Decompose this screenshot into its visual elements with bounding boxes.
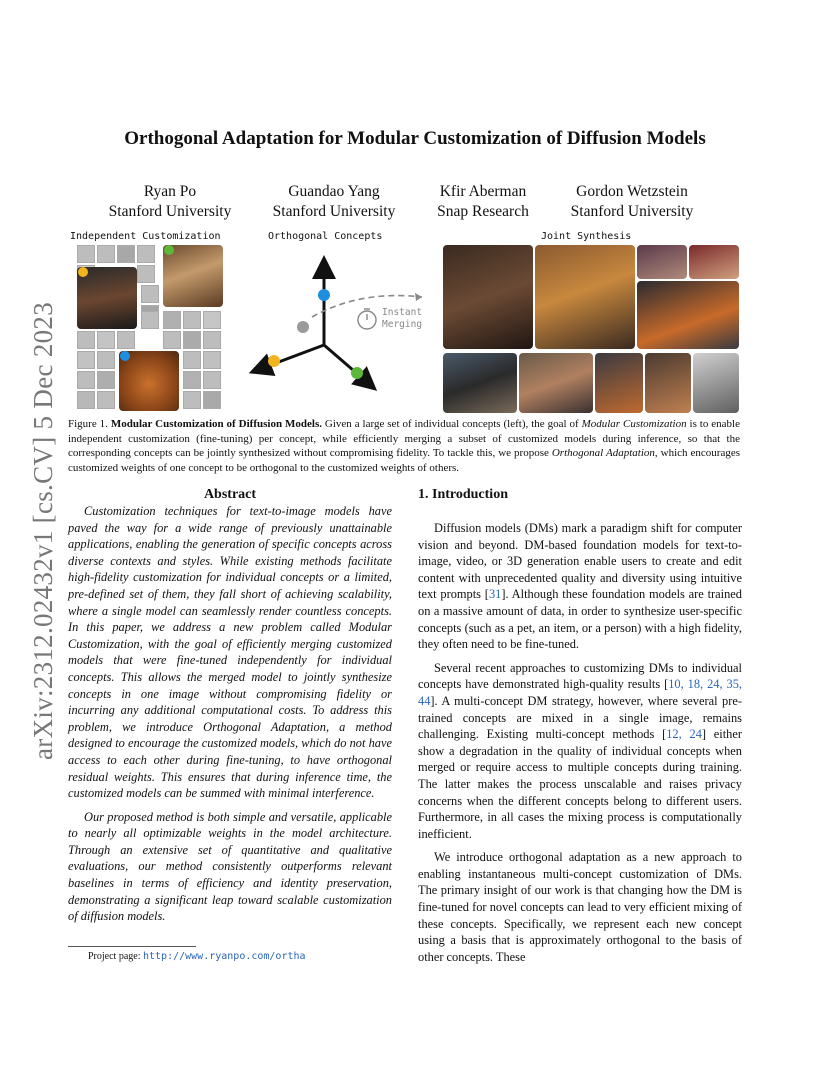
arxiv-stamp [8,290,58,760]
concept-grid [75,245,227,413]
concept-thumb [97,331,115,349]
synthesis-image [637,245,687,279]
axis-right [324,345,368,383]
abstract-paragraph: Our proposed method is both simple and versatile, applicable to nearly all optimizable weights in the model architecture. Through an extensive set of quantitative and qualitative evaluations, our method consistently outperforms relevant baselines in terms of efficiency and identity preservation, demonstrating a significant leap toward scalable customization of diffusion models. [68,809,392,924]
concept-thumb [77,245,95,263]
intro-paragraph [418,520,742,653]
text-run: ]. A multi-concept DM strategy, however, where several pre-trained concepts are mixed in a single image, remains challenging. Existing multi-concept methods [ [418,693,742,742]
label-independent-customization: Independent Customization [70,231,221,242]
concept-thumb [117,331,135,349]
introduction-body [418,520,742,972]
citation-link[interactable]: 10, 18, 24, 35, 44 [418,677,742,708]
concept-thumb [137,245,155,263]
concept-thumb [183,351,201,369]
label-joint-synthesis: Joint Synthesis [541,231,632,242]
citation-link[interactable]: 12, 24 [666,727,702,742]
author-affiliation: Stanford University [108,203,232,220]
synthesis-image [645,353,691,413]
concept-thumb [203,371,221,389]
gray-dot [297,321,309,333]
concept-thumb [97,371,115,389]
caption-term: Modular Customization [581,418,687,430]
intro-paragraph: We introduce orthogonal adaptation as a new approach to enabling instantaneous multi-concept customization of DMs. The primary insight of our work is that changing how the DM is fine-tuned for novel concepts can lead to very efficient mixing of these concepts. Specifically, we represent each new concept using a basis that is approximately orthogonal to the basis of other concepts. These [418,850,742,964]
synthesis-image [535,245,635,349]
concept-thumb [77,371,95,389]
abstract-body [68,503,392,932]
timer-icon [358,309,376,329]
abstract-paragraph: Customization techniques for text-to-image models have paved the way for a wide range of previously unattainable applications, enabling the generation of specific concepts across diverse contexts and styles. While existing methods facilitate high-fidelity customization for individual concepts or a limited, pre-defined set of them, they fall short of achieving scalability, where a single model can seamlessly render countless concepts. In this paper, we address a new problem called Modular Customization, with the goal of efficiently merging customized models that were fine-tuned independently for individual concepts. This allows the merged model to jointly synthesize concepts in one image without compromising fidelity or incurring any additional computational costs. To address this problem, we introduce Orthogonal Adaptation, a method designed to encourage the customized models, which do not have access to each other during fine-tuning, to have orthogonal residual weights. This ensures that during inference time, the customized models can be summed with minimal interference. [68,504,392,801]
figure-caption [68,417,740,475]
concept-thumb [163,311,181,329]
author-affiliation: Snap Research [437,203,529,220]
concept-thumb [183,391,201,409]
author-3 [408,182,558,222]
synthesis-image [443,245,533,349]
author-name: Guandao Yang [288,183,380,200]
caption-text: is to enable independent customization (fine-tuning) per concept, while efficiently merging a subset of customized models during inference, so that the corresponding concepts can be jointly synthesized without compromising fidelity. To tackle this, we propose [68,418,740,459]
concept-photo-woman [163,245,223,307]
concept-thumb [203,331,221,349]
concept-thumb [141,311,159,329]
section-heading-introduction: 1. Introduction [418,487,508,502]
intro-paragraph [418,660,742,843]
concept-thumb [203,311,221,329]
merge-line-1: Instant [382,307,423,318]
footnote-label: Project page: [88,951,143,962]
citation-link[interactable]: 31 [488,587,502,602]
concept-thumb [77,331,95,349]
concept-thumb [97,351,115,369]
blue-dot [318,289,330,301]
project-page-link[interactable]: http://www.ryanpo.com/ortha [142,951,306,962]
synthesis-image [443,353,517,413]
text-run: ]. Although these foundation models are trained on a massive amount of data, in order to synthesize user-specific concepts (such as a pet, an item, or a person) with a high fidelity, they often need to be fine-tuned. [418,587,742,652]
arxiv-stamp-text: arXiv:2312.02432v1 [cs.CV] 5 Dec 2023 [28,301,58,760]
concept-thumb [183,331,201,349]
blue-dot [120,351,130,361]
author-name: Gordon Wetzstein [576,183,688,200]
caption-text: , which encourages customized weights of one concept to be orthogonal to the customized weights of others. [68,447,740,474]
concept-thumb [97,245,115,263]
text-run: Diffusion models (DMs) mark a paradigm shift for computer vision and beyond. DM-based foundation models for text-to-image, video, or 3D generation enable users to create and edit content with unprecedented quality and diversity using intuitive text prompts [ [418,521,742,602]
concept-thumb [141,285,159,303]
author-name: Kfir Aberman [439,183,527,200]
instant-merging-label [382,307,422,331]
concept-thumb [77,351,95,369]
caption-text: Given a large set of individual concepts (left), the goal of [321,418,582,430]
footnote-rule [68,946,196,947]
footnote [88,951,306,962]
synthesis-image [595,353,643,413]
paper-title: Orthogonal Adaptation for Modular Customization of Diffusion Models [124,128,706,149]
yellow-dot [268,355,280,367]
label-orthogonal-concepts: Orthogonal Concepts [268,231,383,242]
concept-thumb [97,391,115,409]
caption-title: Modular Customization of Diffusion Models. [110,418,322,430]
author-affiliation: Stanford University [272,203,396,220]
joint-synthesis-grid [443,245,740,413]
author-1 [95,182,245,222]
caption-term: Orthogonal Adaptation [551,447,655,459]
concept-thumb [183,311,201,329]
concept-thumb [117,245,135,263]
text-run: ] either show a degradation in the quality of individual concepts when merged or require access to multiple concepts during training. The latter makes the process unscalable and raises privacy concerns when the different concepts belong to different users. Furthermore, in all cases the mixing process is computationally inefficient. [418,727,742,841]
author-name: Ryan Po [143,183,197,200]
author-affiliation: Stanford University [570,203,694,220]
synthesis-image [693,353,739,413]
caption-label: Figure 1. [68,418,108,430]
abstract-heading: Abstract [203,487,257,502]
concept-thumb [163,331,181,349]
green-dot [164,245,174,255]
synthesis-image [689,245,739,279]
concept-thumb [137,265,155,283]
concept-thumb [77,391,95,409]
concept-thumb [203,351,221,369]
author-2 [259,182,409,222]
green-dot [351,367,363,379]
synthesis-image [637,281,739,349]
merge-arrowhead [415,293,422,301]
synthesis-image [519,353,593,413]
concept-thumb [183,371,201,389]
author-4 [557,182,707,222]
merge-line-2: Merging [382,319,423,330]
concept-photo-man [77,267,137,329]
text-run: Several recent approaches to customizing DMs to individual concepts have demonstrated high-quality results [ [418,660,742,692]
yellow-dot [78,267,88,277]
concept-thumb [203,391,221,409]
